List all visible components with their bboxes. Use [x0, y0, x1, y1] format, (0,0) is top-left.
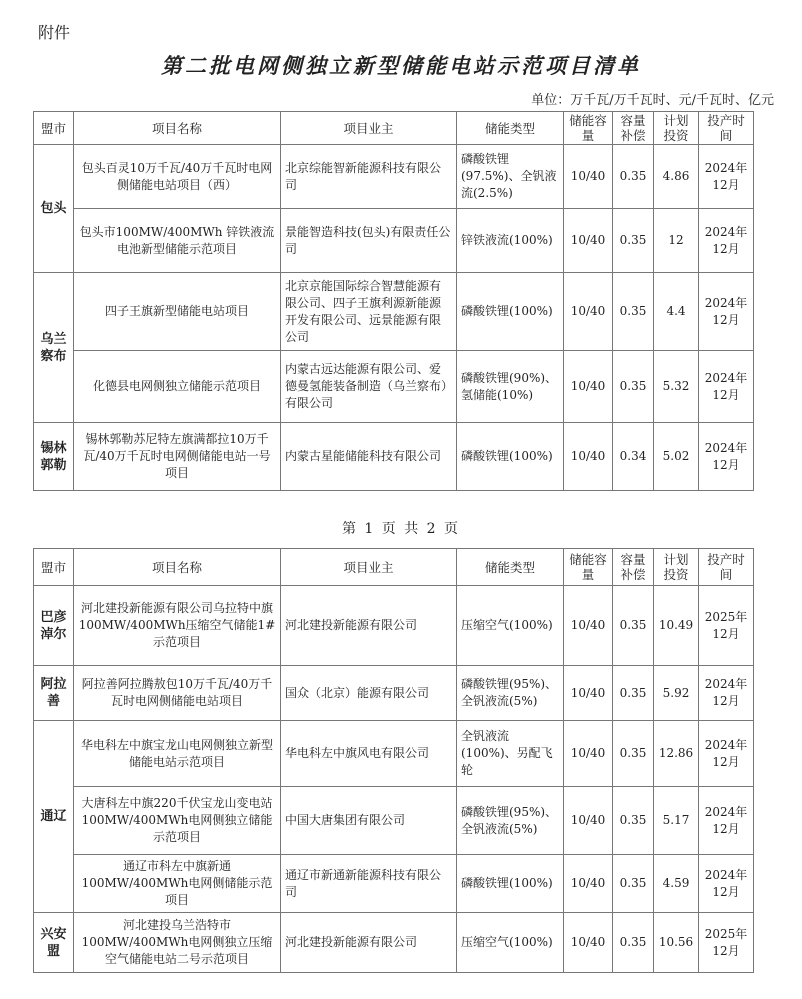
- project-name: 华电科左中旗宝龙山电网侧独立新型储能电站示范项目: [74, 721, 281, 787]
- project-owner: 北京京能国际综合智慧能源有限公司、四子王旗利源新能源开发有限公司、远景能源有限公司: [281, 273, 457, 351]
- project-table-page-2: [33, 548, 754, 973]
- investment: 12.86: [654, 721, 699, 787]
- investment: 5.02: [654, 423, 699, 491]
- project-name: 通辽市科左中旗新通100MW/400MWh电网侧储能示范项目: [74, 855, 281, 913]
- storage-type: 压缩空气(100%): [457, 913, 564, 973]
- operation-time: 2024年12月: [699, 721, 754, 787]
- header-owner: 项目业主: [281, 112, 457, 145]
- table-row: [34, 209, 754, 273]
- header-capacity: 储能容量: [564, 549, 613, 586]
- compensation: 0.35: [613, 787, 654, 855]
- storage-type: 磷酸铁锂(100%): [457, 273, 564, 351]
- storage-type: 磷酸铁锂(95%)、全钒液流(5%): [457, 666, 564, 721]
- project-name: 化德县电网侧独立储能示范项目: [74, 351, 281, 423]
- table-header-row: [34, 112, 754, 145]
- table-row: [34, 855, 754, 913]
- city-cell: 通辽: [34, 721, 74, 913]
- table-row: [34, 721, 754, 787]
- operation-time: 2024年12月: [699, 351, 754, 423]
- operation-time: 2024年12月: [699, 145, 754, 209]
- operation-time: 2024年12月: [699, 423, 754, 491]
- project-name: 大唐科左中旗220千伏宝龙山变电站100MW/400MWh电网侧独立储能示范项目: [74, 787, 281, 855]
- unit-note: 单位：万千瓦/万千瓦时、元/千瓦时、亿元: [531, 93, 774, 108]
- project-owner: 中国大唐集团有限公司: [281, 787, 457, 855]
- capacity: 10/40: [564, 209, 613, 273]
- compensation: 0.34: [613, 423, 654, 491]
- storage-type: 磷酸铁锂(100%): [457, 423, 564, 491]
- compensation: 0.35: [613, 855, 654, 913]
- investment: 4.86: [654, 145, 699, 209]
- investment: 4.4: [654, 273, 699, 351]
- investment: 5.92: [654, 666, 699, 721]
- table-row: [34, 145, 754, 209]
- project-owner: 国众（北京）能源有限公司: [281, 666, 457, 721]
- header-city: 盟市: [34, 549, 74, 586]
- investment: 5.17: [654, 787, 699, 855]
- operation-time: 2025年12月: [699, 913, 754, 973]
- investment: 5.32: [654, 351, 699, 423]
- operation-time: 2024年12月: [699, 666, 754, 721]
- table-row: [34, 787, 754, 855]
- header-city: 盟市: [34, 112, 74, 145]
- capacity: 10/40: [564, 721, 613, 787]
- capacity: 10/40: [564, 586, 613, 666]
- project-owner: 河北建投新能源有限公司: [281, 913, 457, 973]
- project-name: 河北建投新能源有限公司乌拉特中旗100MW/400MWh压缩空气储能1#示范项目: [74, 586, 281, 666]
- capacity: 10/40: [564, 145, 613, 209]
- header-owner: 项目业主: [281, 549, 457, 586]
- project-owner: 北京综能智新能源科技有限公司: [281, 145, 457, 209]
- table-row: [34, 913, 754, 973]
- header-investment: 计划投资: [654, 112, 699, 145]
- project-owner: 景能智造科技(包头)有限责任公司: [281, 209, 457, 273]
- storage-type: 磷酸铁锂(100%): [457, 855, 564, 913]
- storage-type: 压缩空气(100%): [457, 586, 564, 666]
- project-name: 阿拉善阿拉腾敖包10万千瓦/40万千瓦时电网侧储能电站项目: [74, 666, 281, 721]
- compensation: 0.35: [613, 351, 654, 423]
- project-table-page-1: [33, 111, 754, 491]
- capacity: 10/40: [564, 855, 613, 913]
- table-row: [34, 666, 754, 721]
- table-row: [34, 586, 754, 666]
- investment: 10.56: [654, 913, 699, 973]
- compensation: 0.35: [613, 721, 654, 787]
- investment: 4.59: [654, 855, 699, 913]
- city-cell: 巴彦淖尔: [34, 586, 74, 666]
- compensation: 0.35: [613, 586, 654, 666]
- project-name: 四子王旗新型储能电站项目: [74, 273, 281, 351]
- operation-time: 2025年12月: [699, 586, 754, 666]
- header-time: 投产时间: [699, 549, 754, 586]
- capacity: 10/40: [564, 423, 613, 491]
- investment: 10.49: [654, 586, 699, 666]
- operation-time: 2024年12月: [699, 273, 754, 351]
- header-investment: 计划投资: [654, 549, 699, 586]
- header-compensation: 容量补偿: [613, 112, 654, 145]
- header-type: 储能类型: [457, 549, 564, 586]
- project-name: 包头市100MW/400MWh 锌铁液流电池新型储能示范项目: [74, 209, 281, 273]
- compensation: 0.35: [613, 913, 654, 973]
- city-cell: 乌兰察布: [34, 273, 74, 423]
- operation-time: 2024年12月: [699, 855, 754, 913]
- storage-type: 磷酸铁锂(90%)、氢储能(10%): [457, 351, 564, 423]
- storage-type: 磷酸铁锂(97.5%)、全钒液流(2.5%): [457, 145, 564, 209]
- capacity: 10/40: [564, 913, 613, 973]
- table-row: [34, 423, 754, 491]
- capacity: 10/40: [564, 666, 613, 721]
- investment: 12: [654, 209, 699, 273]
- header-time: 投产时间: [699, 112, 754, 145]
- storage-type: 锌铁液流(100%): [457, 209, 564, 273]
- table-header-row: [34, 549, 754, 586]
- project-owner: 内蒙古远达能源有限公司、爱德曼氢能装备制造（乌兰察布）有限公司: [281, 351, 457, 423]
- operation-time: 2024年12月: [699, 209, 754, 273]
- compensation: 0.35: [613, 273, 654, 351]
- project-owner: 内蒙古星能储能科技有限公司: [281, 423, 457, 491]
- project-owner: 通辽市新通新能源科技有限公司: [281, 855, 457, 913]
- storage-type: 全钒液流(100%)、另配飞轮: [457, 721, 564, 787]
- project-name: 锡林郭勒苏尼特左旗满都拉10万千瓦/40万千瓦时电网侧储能电站一号项目: [74, 423, 281, 491]
- page-indicator: 第 1 页 共 2 页: [341, 521, 461, 537]
- capacity: 10/40: [564, 273, 613, 351]
- table-row: [34, 273, 754, 351]
- attachment-label: 附件: [38, 23, 71, 42]
- city-cell: 兴安盟: [34, 913, 74, 973]
- compensation: 0.35: [613, 145, 654, 209]
- capacity: 10/40: [564, 787, 613, 855]
- city-cell: 包头: [34, 145, 74, 273]
- project-name: 包头百灵10万千瓦/40万千瓦时电网侧储能电站项目（西）: [74, 145, 281, 209]
- compensation: 0.35: [613, 209, 654, 273]
- header-name: 项目名称: [74, 112, 281, 145]
- header-name: 项目名称: [74, 549, 281, 586]
- capacity: 10/40: [564, 351, 613, 423]
- storage-type: 磷酸铁锂(95%)、全钒液流(5%): [457, 787, 564, 855]
- city-cell: 锡林郭勒: [34, 423, 74, 491]
- header-type: 储能类型: [457, 112, 564, 145]
- header-compensation: 容量补偿: [613, 549, 654, 586]
- table-row: [34, 351, 754, 423]
- header-capacity: 储能容量: [564, 112, 613, 145]
- city-cell: 阿拉善: [34, 666, 74, 721]
- project-owner: 华电科左中旗风电有限公司: [281, 721, 457, 787]
- operation-time: 2024年12月: [699, 787, 754, 855]
- project-name: 河北建投乌兰浩特市100MW/400MWh电网侧独立压缩空气储能电站二号示范项目: [74, 913, 281, 973]
- document-title: 第二批电网侧独立新型储能电站示范项目清单: [161, 53, 641, 78]
- compensation: 0.35: [613, 666, 654, 721]
- project-owner: 河北建投新能源有限公司: [281, 586, 457, 666]
